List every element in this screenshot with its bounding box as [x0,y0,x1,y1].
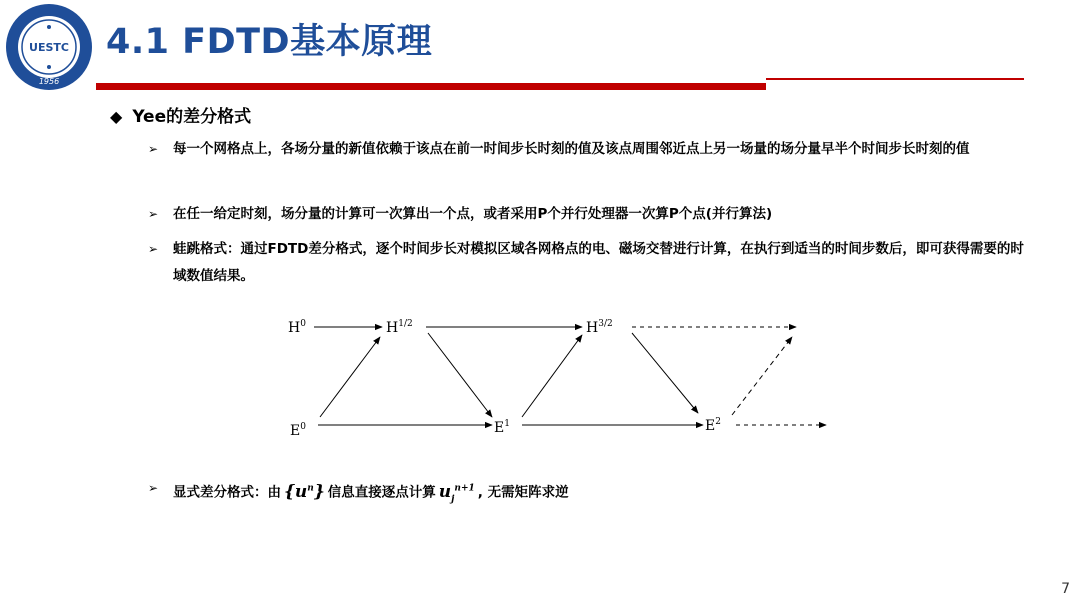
university-logo [4,2,94,92]
bullet-text: 在任一给定时刻，场分量的计算可一次算出一个点，或者采用P个并行处理器一次算P个点(并行算法) [173,206,773,222]
arrow-e0-h1 [320,337,380,417]
title-underline-bar [96,83,766,90]
e-node-0: $E^0$ [290,422,306,439]
bullet-item [148,201,1028,228]
bullet-item [148,236,1028,290]
page-number: 7 [1061,581,1070,597]
arrow-e1-h2 [522,335,582,417]
arrow-bullet-icon: ➢ [148,207,159,221]
section-heading [110,102,251,127]
explicit-scheme-mid: 信息直接逐点计算 [327,484,436,501]
arrow-h1-e1 [428,333,492,417]
h-node-1: $H^{1/2}$ [386,319,413,336]
section-heading-text: Yee的差分格式 [132,107,252,127]
title-underline-line [766,78,1024,80]
e-node-2: $E^2$ [705,417,721,434]
explicit-scheme-prefix: 显式差分格式：由 [173,484,281,501]
page-title: 4.1 FDTD基本原理 [106,22,433,62]
arrow-e2-next-h [732,337,792,415]
bullet-text: 每一个网格点上，各场分量的新值依赖于该点在前一时间步长时刻的值及该点周围邻近点上另一场量的场分量早半个时间步长时刻的值 [173,141,970,157]
arrow-bullet-icon: ➢ [148,242,159,256]
h-node-0: $H^0$ [288,319,306,336]
explicit-scheme-suffix: 无需矩阵求逆 [487,484,569,501]
arrow-bullet-icon: ➢ [148,142,159,156]
logo-text: UESTC [29,41,69,54]
bullet-text: 蛙跳格式：通过FDTD差分格式，逐个时间步长对模拟区域各网格点的电、磁场交替进行计算，在执行到适当的时间步数后，即可获得需要的时域数值结果。 [173,241,1024,284]
bullet-item [148,475,1028,513]
arrow-h2-e2 [632,333,698,413]
bullet-text: 显式差分格式：由 $\{u^n\}$ 信息直接逐点计算 $u_j^{n+1}$ , 无需矩阵求逆 [173,481,569,505]
leapfrog-diagram [280,305,840,445]
math-formula-ujn1: $u_j^{n+1}$ [438,481,475,505]
bullet-item [148,136,1028,163]
logo-year: 1956 [38,77,60,86]
h-node-2: $H^{3/2}$ [586,319,613,336]
e-node-1: $E^1$ [494,419,510,436]
math-formula-un: $\{u^n\}$ [284,481,325,502]
arrow-bullet-icon: ➢ [148,481,159,495]
diamond-bullet-icon: ◆ [110,107,123,126]
